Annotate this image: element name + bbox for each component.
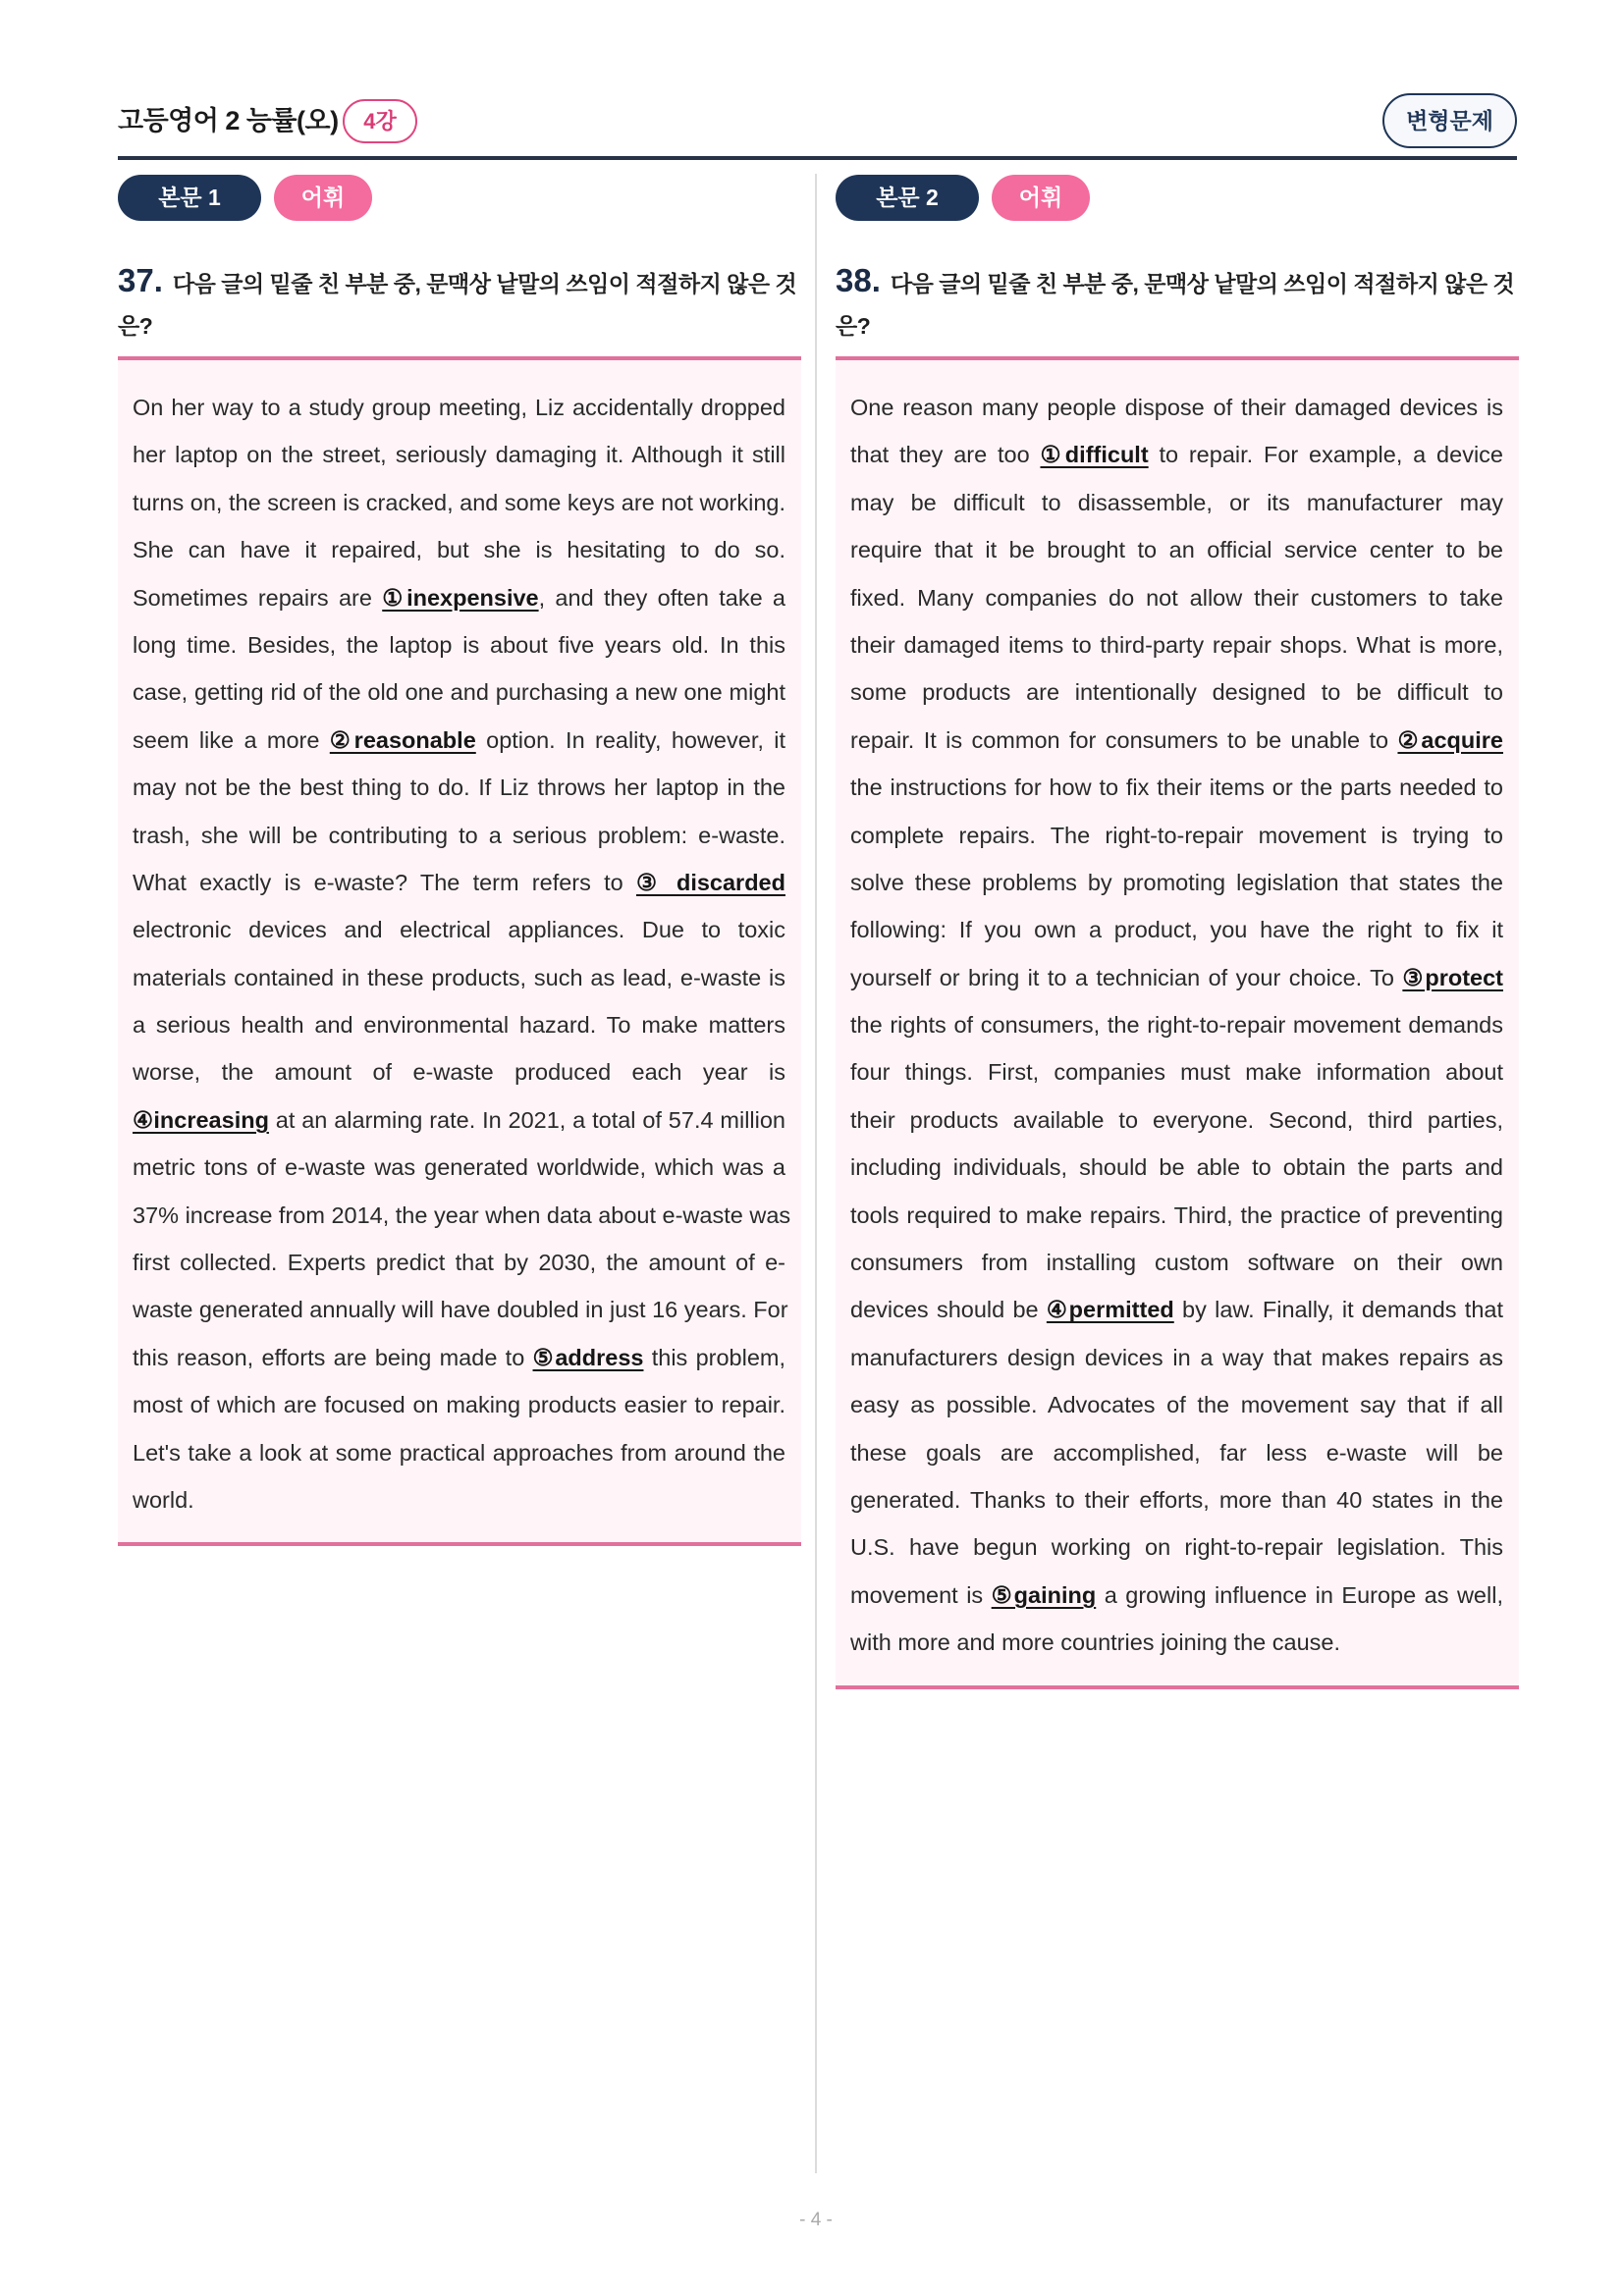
- passage-text-run: some products are intentionally designed to be difficult to: [850, 679, 1503, 706]
- passage-text-run: case, getting rid of the old one and purchasing a new one might: [133, 679, 785, 706]
- passage-text-run: most of which are focused on making products easier to repair.: [133, 1392, 785, 1418]
- passage-text-run: movement is: [850, 1581, 992, 1608]
- passage-line: [850, 812, 1503, 859]
- underlined-choice: ⑤address: [532, 1344, 644, 1370]
- passage-line: [133, 1239, 785, 1286]
- passage-line: [133, 479, 785, 526]
- passage-line: [133, 1429, 785, 1476]
- passage-box: [118, 356, 801, 1546]
- passage-text-run: their products available to everyone. Second, third parties,: [850, 1106, 1503, 1133]
- passage-line: [850, 764, 1503, 811]
- passage-line: [850, 906, 1503, 953]
- passage-line: [850, 621, 1503, 668]
- passage-line: [133, 1381, 785, 1428]
- passage-text-run: metric tons of e-waste was generated worldwide, which was a: [133, 1154, 785, 1181]
- question-column-right: [836, 0, 1519, 1728]
- passage-line: [850, 526, 1503, 573]
- passage-text-run: the rights of consumers, the right-to-repair movement demands: [850, 1012, 1503, 1039]
- lesson-badge: 4강: [343, 99, 417, 143]
- passage-text-run: generated. Thanks to their efforts, more than 40 states in the: [850, 1486, 1503, 1513]
- question-number: 37.: [118, 262, 163, 298]
- passage-line: [133, 384, 785, 431]
- passage-text-run: following: If you own a product, you have the right to fix it: [850, 917, 1503, 943]
- page-number: - 4 -: [799, 2210, 833, 2230]
- passage-line: [133, 431, 785, 478]
- underlined-choice: ③ discarded: [635, 869, 785, 895]
- passage-text-run: require that it be brought to an official service center to be: [850, 537, 1503, 563]
- passage-text-run: a serious health and environmental hazard. To make matters: [133, 1012, 785, 1039]
- passage-line: [850, 954, 1503, 1001]
- passage-text-run: She can have it repaired, but she is hesitating to do so.: [133, 537, 785, 563]
- question-column-left: [118, 0, 801, 1728]
- category-tag: 어휘: [274, 175, 372, 221]
- question-heading: [118, 259, 805, 347]
- passage-line: [133, 1192, 791, 1239]
- passage-text-run: a growing influence in Europe as well,: [1096, 1581, 1503, 1608]
- passage-line: [133, 717, 785, 764]
- passage-text-run: electronic devices and electrical appliances. Due to toxic: [133, 917, 785, 943]
- passage-line: [850, 859, 1503, 906]
- question-prompt: 다음 글의 밑줄 친 부분 중, 문맥상 낱말의 쓰임이 적절하지 않은 것은?: [836, 271, 1515, 339]
- passage-line: [850, 1572, 1503, 1619]
- passage-line: [850, 1001, 1503, 1048]
- passage-line: [133, 1476, 785, 1523]
- passage-text-run: yourself or bring it to a technician of your choice. To: [850, 964, 1403, 990]
- passage-text-run: waste generated annually will have doubled in just 16 years. For: [133, 1297, 788, 1323]
- passage-line: [133, 954, 785, 1001]
- underlined-choice: ④permitted: [1046, 1297, 1174, 1323]
- passage-line: [133, 1286, 788, 1333]
- underlined-choice: ③protect: [1402, 964, 1503, 990]
- passage-text-run: repair. It is common for consumers to be unable to: [850, 726, 1398, 753]
- passage-text-run: that they are too: [850, 442, 1041, 468]
- passage-line: [850, 1334, 1503, 1381]
- underlined-choice: ②reasonable: [329, 726, 476, 753]
- passage-text-run: U.S. have begun working on right-to-repair legislation. This: [850, 1534, 1503, 1561]
- underlined-choice: ②acquire: [1397, 726, 1503, 753]
- passage-text-run: long time. Besides, the laptop is about five years old. In this: [133, 631, 785, 658]
- passage-line: [850, 1619, 1503, 1666]
- passage-text: [850, 384, 1503, 1667]
- passage-line: [850, 717, 1503, 764]
- course-title: 고등영어 2 능률(오): [118, 106, 339, 135]
- passage-line: [133, 906, 785, 953]
- passage-text-run: option. In reality, however, it: [475, 726, 785, 753]
- passage-tag: 본문 1: [118, 175, 261, 221]
- category-tag: 어휘: [992, 175, 1090, 221]
- passage-text-run: On her way to a study group meeting, Liz accidentally dropped: [133, 395, 785, 420]
- passage-text-run: What exactly is e-waste? The term refers to: [133, 869, 636, 895]
- passage-line: [850, 1476, 1503, 1523]
- passage-line: [133, 1048, 785, 1095]
- passage-text-run: 37% increase from 2014, the year when data about e-waste was: [133, 1201, 791, 1228]
- passage-text-run: worse, the amount of e-waste produced each year is: [133, 1059, 785, 1086]
- passage-text-run: her laptop on the street, seriously damaging it. Although it still: [133, 442, 785, 468]
- underlined-choice: ④increasing: [133, 1106, 269, 1133]
- passage-text-run: devices should be: [850, 1297, 1047, 1323]
- passage-line: [133, 859, 785, 906]
- passage-line: [133, 526, 785, 573]
- passage-line: [850, 1286, 1503, 1333]
- passage-line: [850, 1239, 1503, 1286]
- question-prompt: 다음 글의 밑줄 친 부분 중, 문맥상 낱말의 쓰임이 적절하지 않은 것은?: [118, 271, 797, 339]
- passage-line: [850, 1381, 1503, 1428]
- passage-text-run: complete repairs. The right-to-repair movement is trying to: [850, 822, 1503, 848]
- passage-line: [133, 812, 785, 859]
- passage-box: [836, 356, 1519, 1689]
- passage-line: [850, 431, 1503, 478]
- passage-text-run: Sometimes repairs are: [133, 584, 383, 611]
- underlined-choice: ⑤gaining: [991, 1581, 1097, 1608]
- passage-line: [133, 1144, 785, 1191]
- passage-text-run: this reason, efforts are being made to: [133, 1344, 533, 1370]
- passage-line: [133, 574, 785, 621]
- passage-text-run: Let's take a look at some practical approaches from around the: [133, 1439, 785, 1466]
- passage-text-run: One reason many people dispose of their damaged devices is: [850, 395, 1503, 420]
- passage-line: [850, 1523, 1503, 1571]
- passage-text-run: by law. Finally, it demands that: [1173, 1297, 1504, 1323]
- passage-text-run: may not be the best thing to do. If Liz throws her laptop in the: [133, 774, 785, 801]
- passage-line: [133, 621, 785, 668]
- passage-line: [850, 384, 1503, 431]
- passage-line: [850, 668, 1503, 716]
- passage-line: [850, 574, 1503, 621]
- passage-text-run: solve these problems by promoting legislation that states the: [850, 869, 1503, 895]
- passage-text-run: materials contained in these products, such as lead, e-waste is: [133, 964, 785, 990]
- passage-text-run: , and they often take a: [538, 584, 786, 611]
- passage-text-run: at an alarming rate. In 2021, a total of 57.4 million: [268, 1106, 785, 1133]
- passage-line: [850, 1192, 1503, 1239]
- passage-text-run: the instructions for how to fix their items or the parts needed to: [850, 774, 1503, 801]
- passage-line: [133, 1096, 785, 1144]
- passage-text: [133, 384, 791, 1523]
- passage-text-run: their damaged items to third-party repair shops. What is more,: [850, 631, 1503, 658]
- passage-text-run: consumers from installing custom software on their own: [850, 1250, 1503, 1276]
- passage-line: [850, 479, 1503, 526]
- passage-text-run: seem like a more: [133, 726, 330, 753]
- passage-text-run: to repair. For example, a device: [1148, 442, 1503, 468]
- passage-text-run: easy as possible. Advocates of the movement say that if all: [850, 1392, 1503, 1418]
- passage-text-run: fixed. Many companies do not allow their customers to take: [850, 584, 1503, 611]
- passage-text-run: world.: [133, 1486, 194, 1513]
- passage-text-run: four things. First, companies must make information about: [850, 1059, 1503, 1086]
- passage-text-run: including individuals, should be able to obtain the parts and: [850, 1154, 1503, 1181]
- passage-text-run: first collected. Experts predict that by 2030, the amount of e-: [133, 1250, 785, 1276]
- passage-text-run: turns on, the screen is cracked, and some keys are not working.: [133, 489, 785, 515]
- passage-text-run: may be difficult to disassemble, or its manufacturer may: [850, 489, 1503, 515]
- passage-line: [133, 1001, 785, 1048]
- passage-text-run: with more and more countries joining the cause.: [850, 1629, 1340, 1656]
- column-divider: [815, 174, 817, 2173]
- question-number: 38.: [836, 262, 881, 298]
- passage-line: [850, 1096, 1503, 1144]
- passage-text-run: tools required to make repairs. Third, the practice of preventing: [850, 1201, 1503, 1228]
- passage-tag: 본문 2: [836, 175, 979, 221]
- question-heading: [836, 259, 1523, 347]
- passage-text-run: trash, she will be contributing to a serious problem: e-waste.: [133, 822, 785, 848]
- passage-line: [850, 1144, 1503, 1191]
- passage-line: [133, 764, 785, 811]
- underlined-choice: ①difficult: [1040, 442, 1149, 468]
- underlined-choice: ①inexpensive: [382, 584, 539, 611]
- passage-line: [850, 1429, 1503, 1476]
- passage-line: [133, 1334, 785, 1381]
- passage-line: [850, 1048, 1503, 1095]
- passage-text-run: these goals are accomplished, far less e-waste will be: [850, 1439, 1503, 1466]
- passage-line: [133, 668, 785, 716]
- passage-text-run: this problem,: [643, 1344, 785, 1370]
- passage-text-run: manufacturers design devices in a way that makes repairs as: [850, 1344, 1503, 1370]
- worksheet-type-badge: 변형문제: [1382, 93, 1517, 148]
